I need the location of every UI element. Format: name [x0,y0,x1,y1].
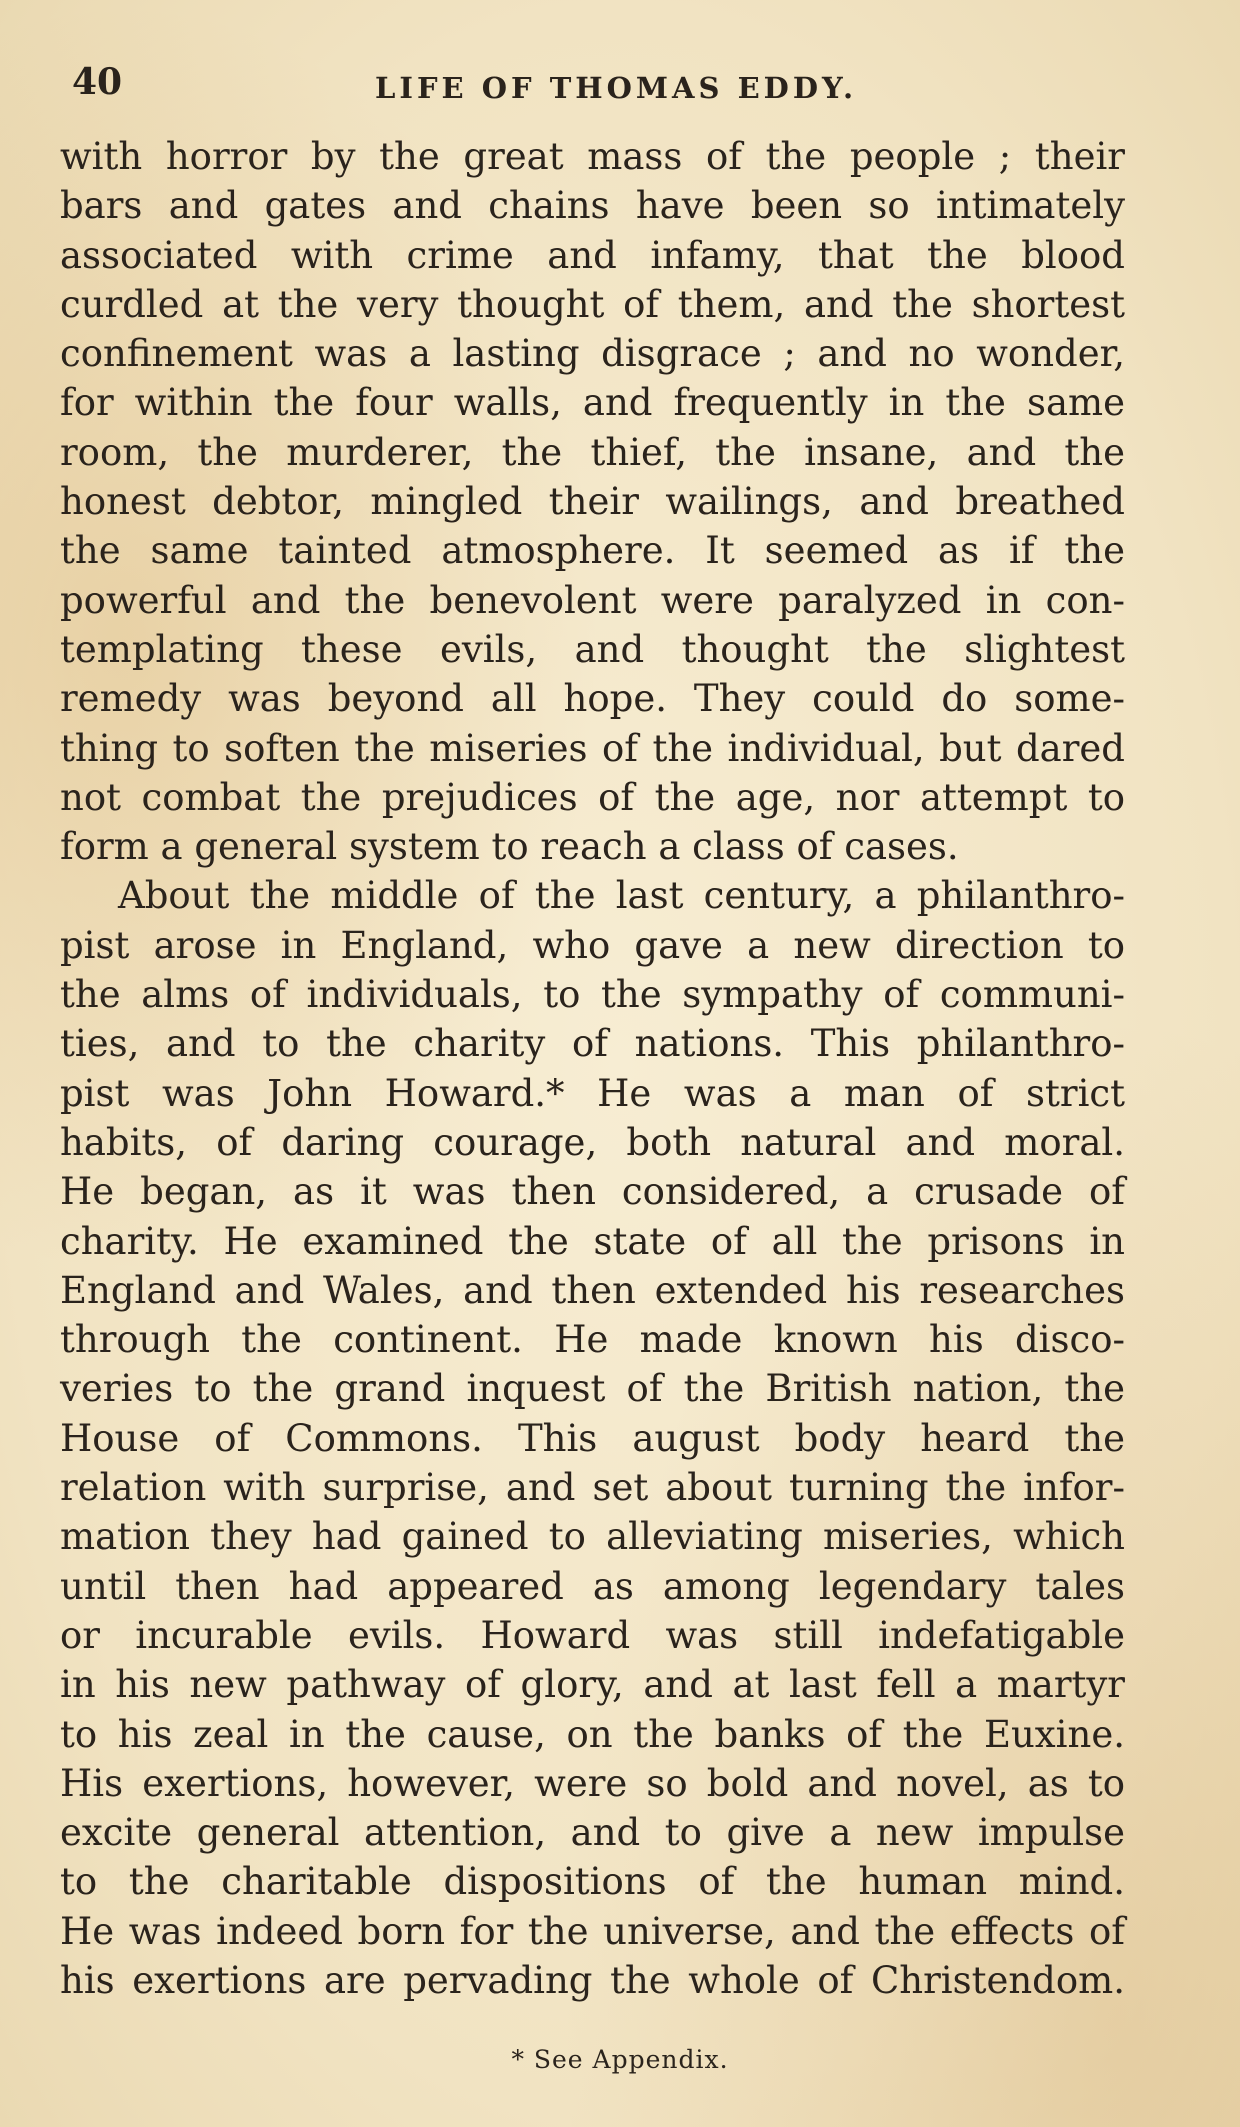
text-line: veries to the grand inquest of the British nation, the [60,1367,1125,1411]
text-line: or incurable evils. Howard was still indefatigable [60,1613,1125,1657]
text-line: with horror by the great mass of the people ; their [60,135,1125,178]
text-line: ties, and to the charity of nations. This philanthro- [60,1022,1125,1066]
text-line: charity. He examined the state of all the prisons in [60,1219,1125,1263]
text-line: England and Wales, and then extended his researches [60,1268,1125,1312]
body-text [60,132,1125,2005]
text-line: excite general attention, and to give a new impulse [60,1811,1125,1855]
text-line: templating these evils, and thought the slightest [60,627,1125,671]
running-title: LIFE OF THOMAS EDDY. [375,71,858,105]
text-line: pist arose in England, who gave a new direction to [60,923,1125,967]
text-line: His exertions, however, were so bold and novel, as to [60,1761,1125,1805]
text-line: the same tainted atmosphere. It seemed as if the [60,529,1125,573]
page-number: 40 [72,61,123,103]
text-line: to the charitable dispositions of the human mind. [60,1860,1125,1904]
text-line: curdled at the very thought of them, and the shortest [60,282,1125,326]
text-line: He began, as it was then considered, a crusade of [60,1170,1125,1214]
text-line: mation they had gained to alleviating miseries, which [60,1515,1125,1559]
text-line: to his zeal in the cause, on the banks of the Euxine. [60,1712,1125,1756]
text-line: confinement was a lasting disgrace ; and no wonder, [60,332,1125,376]
text-line: through the continent. He made known his disco- [60,1318,1125,1362]
page-header [60,52,1180,112]
text-line: bars and gates and chains have been so intimately [60,184,1125,228]
paragraph-start-line: About the middle of the last century, a philanthro- [118,874,1125,918]
text-line: powerful and the benevolent were paralyzed in con- [60,578,1125,622]
text-line: not combat the prejudices of the age, nor attempt to [60,775,1125,819]
text-line: remedy was beyond all hope. They could do some- [60,677,1125,721]
text-line: House of Commons. This august body heard the [60,1416,1125,1460]
text-line: room, the murderer, the thief, the insane, and the [60,430,1125,474]
text-line: form a general system to reach a class of cases. [60,825,959,869]
text-line: in his new pathway of glory, and at last fell a martyr [60,1663,1125,1707]
text-line: relation with surprise, and set about turning the infor- [60,1466,1125,1510]
text-line: honest debtor, mingled their wailings, and breathed [60,480,1125,524]
text-line: habits, of daring courage, both natural and moral. [60,1120,1125,1164]
text-line: thing to soften the miseries of the individual, but dared [60,726,1125,770]
text-line: He was indeed born for the universe, and the effects of [60,1909,1125,1953]
text-line: the alms of individuals, to the sympathy of communi- [60,973,1125,1017]
text-line: associated with crime and infamy, that the blood [60,233,1125,277]
text-line: for within the four walls, and frequently in the same [60,381,1125,425]
footnote: * See Appendix. [511,2045,729,2074]
text-line: pist was John Howard.* He was a man of strict [60,1071,1125,1115]
text-line: until then had appeared as among legendary tales [60,1564,1125,1608]
text-line: his exertions are pervading the whole of Christendom. [60,1958,1125,2002]
